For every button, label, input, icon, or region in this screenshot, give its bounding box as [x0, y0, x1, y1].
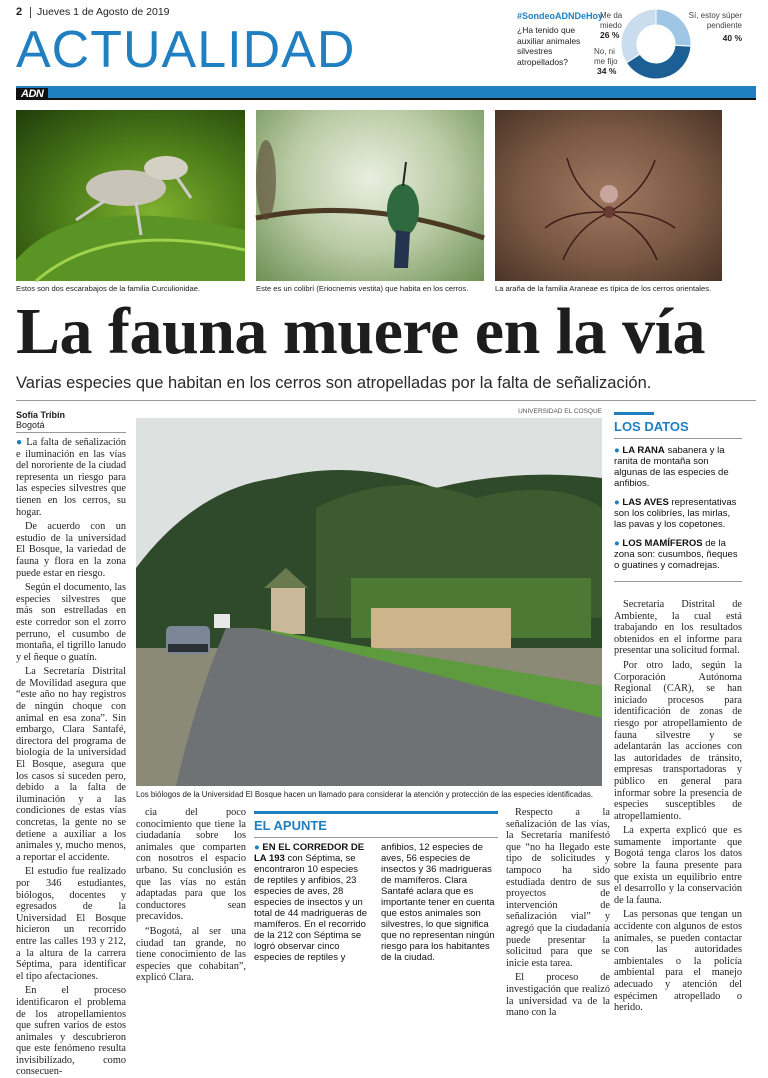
- article-paragraph: Respecto a la señalización de las vías, la Secretaría manifestó que “no ha llegado este tipo de solicitudes y tampoco ha sido estudiada dentro de sus proyectos de intervención de señalización vial” y agregó que la ciudadanía puede presentar la solicitud para que se inicie esta tarea.: [506, 807, 610, 969]
- byline-rule: [16, 432, 126, 433]
- header-rule: [16, 86, 756, 98]
- article-paragraph: Por otro lado, según la Corporación Autónoma Regional (CAR), se han iniciado procesos para identificación de zonas de riesgo por atropellamiento de fauna silvestre y se adelantarán las acciones con las autoridades de tránsito, empresas transportadoras y público en general para informar sobre la presencia de especies susceptibles de atropellamiento.: [614, 659, 742, 822]
- page-number: 2: [16, 6, 23, 18]
- photo-hummingbird: [256, 110, 484, 281]
- section-title: ACTUALIDAD: [16, 21, 356, 79]
- poll-option-value-1: 40 %: [722, 33, 742, 43]
- photo-caption-beetles: Estos son dos escarabajos de la familia Curculionidae.: [16, 284, 201, 293]
- datos-top-rule: [614, 412, 654, 415]
- datos-item: [614, 538, 742, 571]
- poll-option-label-2: No, ni me fijo: [594, 47, 618, 66]
- article-paragraph: El estudio fue realizado por 346 estudiantes, biólogos, docentes y egresados de la Universidad El Bosque hicieron un recorrido entre las calles 193 y 212, a la altura de la carrera Séptima, para identificar el tipo afectaciones.: [16, 866, 126, 982]
- poll-option-value-2: 34 %: [597, 66, 617, 76]
- datos-item-text: representativas son los colibríes, las mirlas, las pavas y los copetones.: [614, 497, 737, 530]
- datos-item-text: sabanera y la ranita de montaña son algunas de las especies de anfibios.: [614, 445, 729, 489]
- subheadline: Varias especies que habitan en los cerros son atropelladas por la falta de señalización.: [16, 374, 652, 392]
- bullet-icon: ●: [16, 437, 27, 448]
- photo-caption-spider: La araña de la familia Araneae es típica de los cerros orientales.: [495, 284, 712, 293]
- datos-title: LOS DATOS: [614, 419, 689, 434]
- article-column-4: [506, 807, 610, 1019]
- apunte-lead: EN EL CORREDOR DE LA 193: [254, 842, 365, 864]
- datos-item-text: de la zona son: cusumbos, ñeques o guatines y comadrejas.: [614, 538, 738, 571]
- poll-option-label-1: Sí, estoy súper pendiente: [688, 11, 742, 30]
- headline: La fauna muere en la vía: [16, 295, 705, 368]
- poll-slice-2: [621, 9, 656, 63]
- adn-logo: ADN: [16, 88, 48, 100]
- datos-item: [614, 497, 742, 530]
- photo-credit: UNIVERSIDAD EL COSQUE: [518, 408, 602, 415]
- poll-hashtag: #SondeoADNDeHoy: [517, 11, 604, 21]
- article-paragraph: cia del poco conocimiento que tiene la ciudadanía sobre los animales que comparten con nosotros el espacio urbano. Su conclusión es que las vías no están adaptadas para que los conductores sean precavidos.: [136, 807, 246, 923]
- byline-location: Bogotá: [16, 420, 45, 430]
- bullet-icon: ●: [614, 497, 620, 508]
- article-paragraph: La Secretaría Distrital de Movilidad asegura que “este año no hay registros de ningún choque con animal en esa zona”. Sin embargo, Clara Santafé, directora del programa de biología de la universidad El Bosque, asegura que los casos sí suceden pero, debido a la falta de iluminación y a las condiciones de estas vías concretas, la gente no se detiene a auxiliar a los animales y, mucho menos, a reportar el accidente.: [16, 666, 126, 863]
- article-paragraph: Las personas que tengan un accidente con algunos de estos animales, se pueden contactar con las autoridades ambientales o la policía ambiental para el manejo adecuado y atención del espécimen atropellado o herido.: [614, 909, 742, 1014]
- bullet-icon: ●: [614, 445, 620, 456]
- datos-title-rule: [614, 438, 742, 439]
- apunte-title-rule: [254, 837, 498, 838]
- spider-illustration: [495, 110, 722, 281]
- article-column-2: [136, 807, 246, 984]
- poll-donut-chart: [619, 7, 693, 81]
- article-paragraph: “Bogotá, al ser una ciudad tan grande, no tiene conocimiento de las especies que cohabitan”, explicó Clara.: [136, 925, 246, 984]
- article-paragraph: La experta explicó que es sumamente importante que Bogotá tenga claros los datos sobre la fauna presente para que exista un equilibrio entre el desarrollo y la conservación de la fauna.: [614, 825, 742, 906]
- article-paragraph: Según el documento, las especies silvestres que más son estrelladas en este corredor son el zorro perruno, el cusumbo de montaña, el tigrillo lanudo y el ñeque o guatín.: [16, 582, 126, 663]
- beetle-illustration: [16, 110, 245, 281]
- apunte-box: [254, 811, 498, 963]
- logo-bar: [16, 98, 756, 100]
- road-illustration: [136, 418, 602, 786]
- article-column-1: [16, 437, 126, 1078]
- poll-option-label-0: Me da miedo: [600, 11, 623, 30]
- apunte-text-column-2: anfibios, 12 especies de aves, 56 especies de insectos y 36 madrigueras de mamíferos. Clara Santafé aclara que es importante tener en cuenta que estos animales son silvestres, lo que significa que no representan ningún riesgo para los habitantes de la ciudad.: [381, 842, 495, 963]
- poll-slice-0: [656, 9, 691, 46]
- byline-author: Sofía Tribín: [16, 410, 66, 420]
- photo-beetles: [16, 110, 245, 281]
- article-column-5: [614, 599, 742, 1014]
- apunte-text-a: con Séptima, se encontraron 10 especies de reptiles y anfibios, 23 especies de aves, 28 especies de insectos y un total de 44 madrigueras de mamíferos. En el recorrido de la 212 con Séptima se logró observar cinco especies de reptiles y: [254, 853, 368, 963]
- photo-caption-hummingbird: Este es un colibrí (Eriocnemis vestita) que habita en los cerros.: [256, 284, 469, 293]
- apunte-title: EL APUNTE: [254, 818, 327, 833]
- apunte-top-rule: [254, 811, 498, 814]
- headline-rule: [16, 400, 756, 401]
- main-photo-road: [136, 418, 602, 786]
- datos-item-lead: LAS AVES: [622, 497, 669, 508]
- article-paragraph: De acuerdo con un estudio de la universidad El Bosque, la variedad de fauna y flora en la zona puede estar en riesgo.: [16, 521, 126, 579]
- datos-item: [614, 445, 742, 489]
- apunte-text-column-1: [254, 842, 371, 963]
- bullet-icon: ●: [254, 842, 260, 853]
- issue-date: Jueves 1 de Agosto de 2019: [37, 6, 170, 18]
- photo-spider: [495, 110, 722, 281]
- poll-question: ¿Ha tenido que auxiliar animales silvestres atropellados?: [517, 25, 581, 67]
- article-paragraph: El proceso de investigación que realizó la universidad va de la mano con la: [506, 972, 610, 1019]
- article-paragraph: En el proceso identificaron el problema de los atropellamientos que sufren varios de estos animales y descubrieron que este fenómeno resulta invisibilizado, como consecuen-: [16, 985, 126, 1078]
- poll-option-value-0: 26 %: [600, 30, 620, 40]
- datos-item-lead: LA RANA: [622, 445, 665, 456]
- article-paragraph: ● La falta de señalización e iluminación en las vías del nororiente de la ciudad representa un riesgo para las especies silvestres que tienen en los cerros, su hogar.: [16, 437, 126, 518]
- datos-item-lead: LOS MAMÍFEROS: [622, 538, 703, 549]
- datos-bottom-rule: [614, 581, 742, 582]
- datos-box: [614, 412, 742, 582]
- hummingbird-illustration: [256, 110, 484, 281]
- date-divider: [30, 7, 31, 18]
- article-paragraph: Secretaría Distrital de Ambiente, la cual está trabajando en los resultados obtenidos en el informe para presentar una solicitud formal.: [614, 599, 742, 657]
- main-photo-caption: Los biólogos de la Universidad El Bosque hacen un llamado para considerar la atención y protección de las especies identificadas.: [136, 790, 594, 799]
- bullet-icon: ●: [614, 538, 620, 549]
